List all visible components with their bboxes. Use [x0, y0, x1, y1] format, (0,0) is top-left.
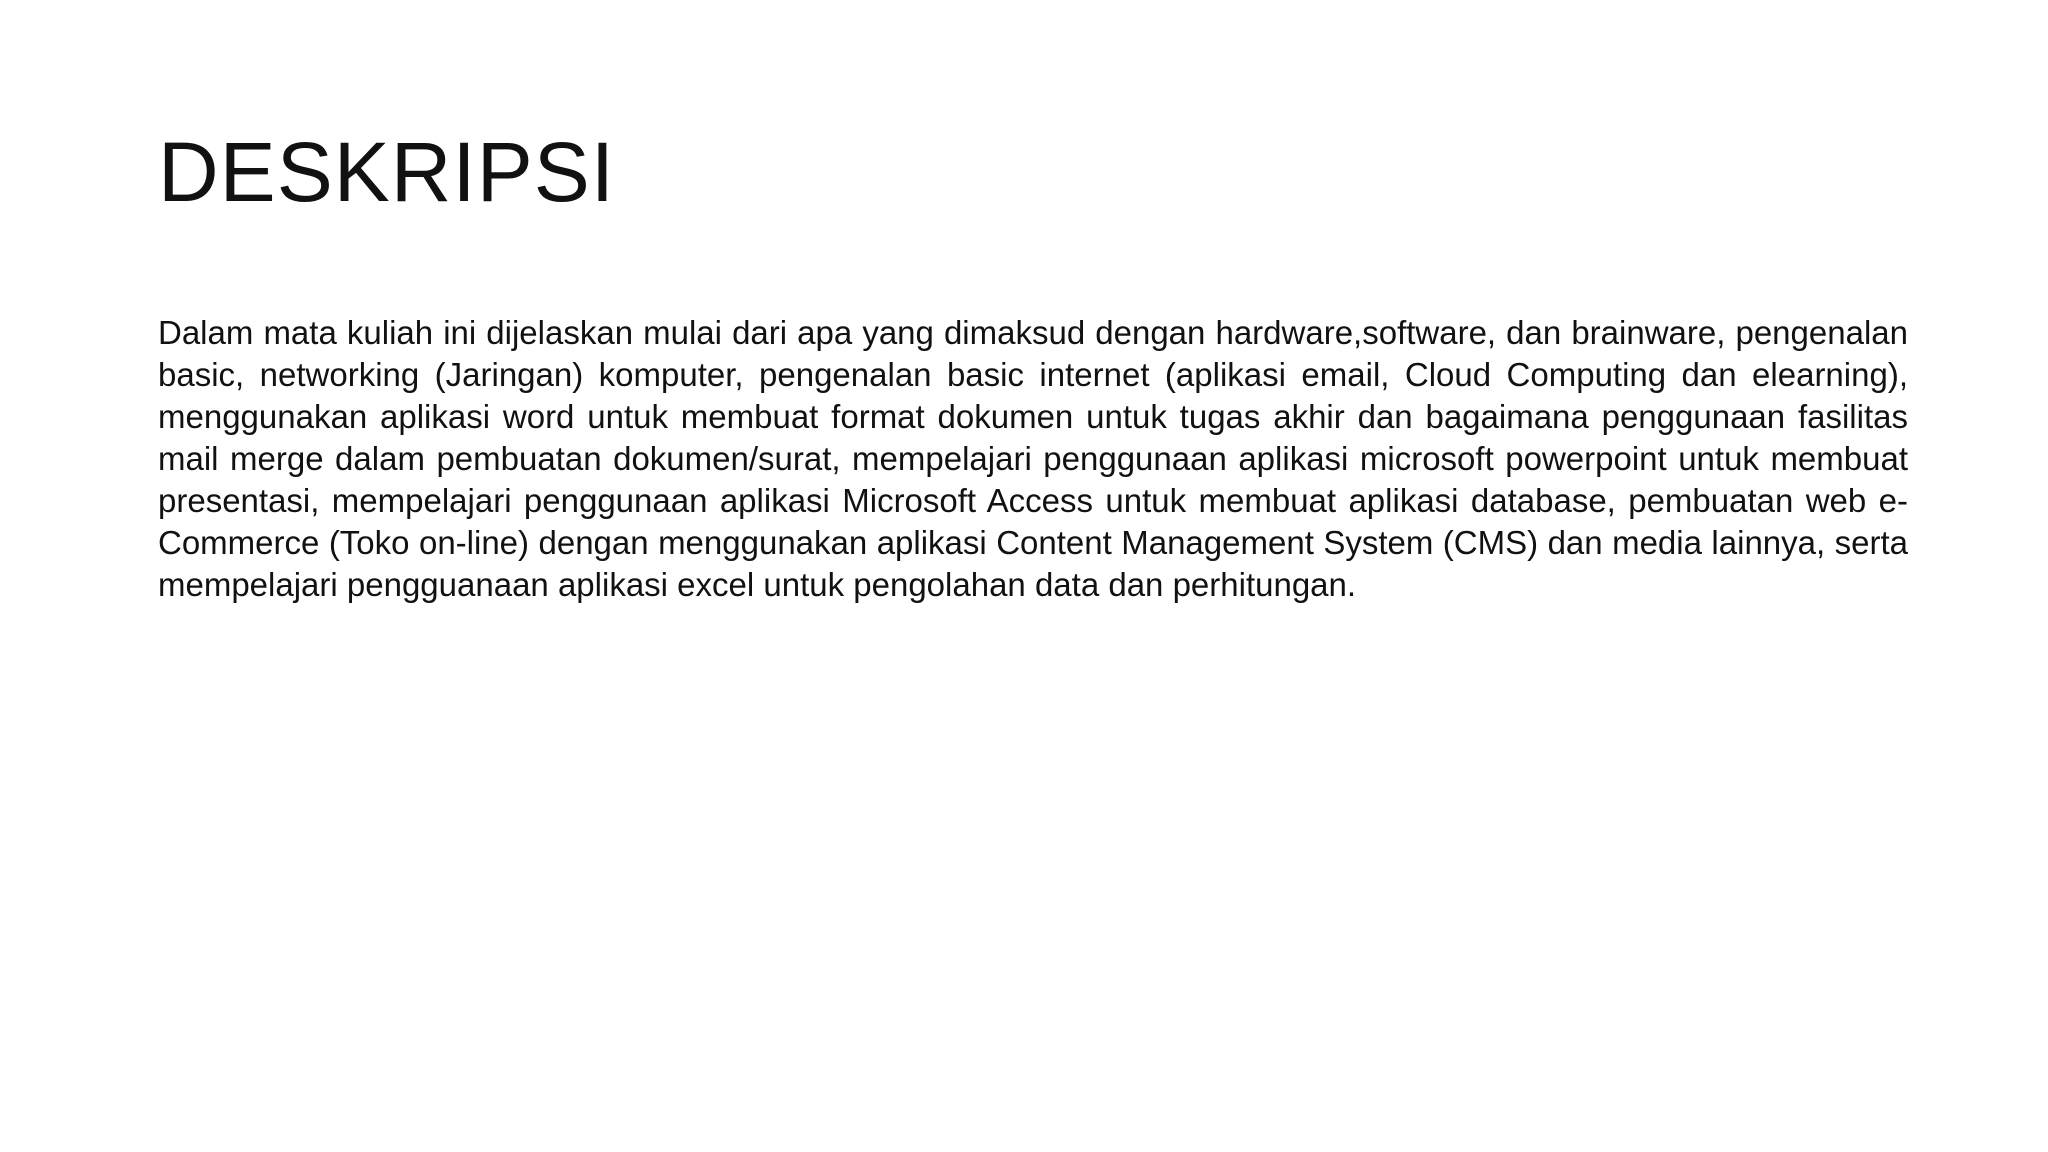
slide-title: DESKRIPSI	[158, 125, 616, 219]
slide-body-paragraph: Dalam mata kuliah ini dijelaskan mulai dari apa yang dimaksud dengan hardware,software, dan brainware, pengenalan basic, networking (Jaringan) komputer, pengenalan basic internet (aplikasi email, Cloud Computing dan elearning), menggunakan aplikasi word untuk membuat format dokumen untuk tugas akhir dan bagaimana penggunaan fasilitas mail merge dalam pembuatan dokumen/surat, mempelajari penggunaan aplikasi microsoft powerpoint untuk membuat presentasi, mempelajari penggunaan aplikasi Microsoft Access untuk membuat aplikasi database, pembuatan web e-Commerce (Toko on-line) dengan menggunakan aplikasi Content Management System (CMS) dan media lainnya, serta mempelajari pengguanaan aplikasi excel untuk pengolahan data dan perhitungan.	[158, 314, 1908, 603]
